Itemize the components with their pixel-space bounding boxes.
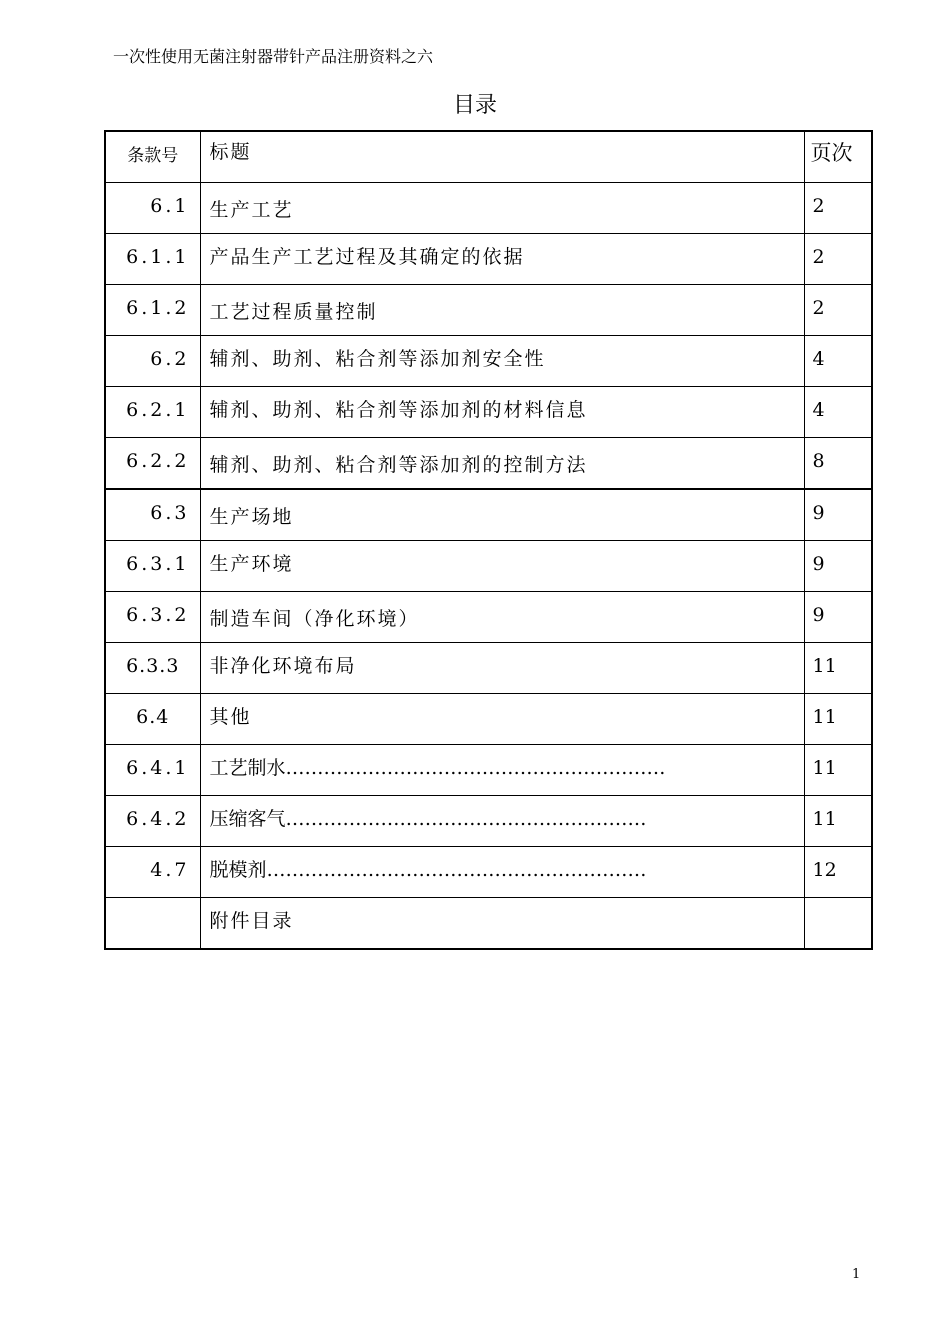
toc-row-page: 2 (804, 183, 872, 234)
toc-row (105, 745, 872, 796)
toc-row-title: 产品生产工艺过程及其确定的依据 (200, 234, 804, 285)
toc-row-number: 6.3.1 (105, 541, 200, 592)
toc-row-title: 制造车间（净化环境） (200, 592, 804, 643)
toc-row-page (804, 898, 872, 950)
toc-row-number: 6.2 (105, 336, 200, 387)
toc-row-number: 6.2.2 (105, 438, 200, 490)
toc-row-title: 生产场地 (200, 489, 804, 541)
toc-row (105, 336, 872, 387)
toc-table (104, 130, 873, 950)
toc-row-page: 12 (804, 847, 872, 898)
page-title: 目录 (452, 93, 497, 118)
toc-row (105, 489, 872, 541)
toc-row-number: 6.1.1 (105, 234, 200, 285)
toc-row-number: 6.4 (105, 694, 200, 745)
toc-row-page: 4 (804, 336, 872, 387)
toc-row-page: 8 (804, 438, 872, 490)
page-number: 1 (852, 1267, 861, 1282)
toc-row-title: 非净化环境布局 (200, 643, 804, 694)
document-header: 一次性使用无菌注射器带针产品注册资料之六 (113, 47, 434, 66)
toc-row (105, 387, 872, 438)
toc-row-page: 9 (804, 541, 872, 592)
toc-row-title: 工艺制水…………………………………………………… (200, 745, 804, 796)
toc-row-title: 脱模剂…………………………………………………… (200, 847, 804, 898)
toc-row (105, 592, 872, 643)
toc-row-number (105, 898, 200, 950)
toc-row (105, 438, 872, 490)
toc-row-page: 9 (804, 489, 872, 541)
toc-row (105, 183, 872, 234)
toc-row (105, 796, 872, 847)
toc-row-title: 压缩客气………………………………………………… (200, 796, 804, 847)
toc-row-page: 11 (804, 643, 872, 694)
toc-row-number: 6.3.2 (105, 592, 200, 643)
toc-row-page: 4 (804, 387, 872, 438)
column-header-title: 标题 (200, 131, 804, 183)
toc-row (105, 285, 872, 336)
toc-row-title: 其他 (200, 694, 804, 745)
toc-row-title: 辅剂、助剂、粘合剂等添加剂安全性 (200, 336, 804, 387)
column-header-page: 页次 (804, 131, 872, 183)
toc-header-row (105, 131, 872, 183)
toc-row-page: 2 (804, 234, 872, 285)
toc-row-title: 生产工艺 (200, 183, 804, 234)
toc-row-page: 11 (804, 796, 872, 847)
column-header-number: 条款号 (105, 131, 200, 183)
toc-row-number: 6.3 (105, 489, 200, 541)
toc-row-number: 6.3.3 (105, 643, 200, 694)
toc-row-title: 附件目录 (200, 898, 804, 950)
toc-row (105, 541, 872, 592)
toc-row-page: 9 (804, 592, 872, 643)
toc-row (105, 234, 872, 285)
toc-row-title: 辅剂、助剂、粘合剂等添加剂的材料信息 (200, 387, 804, 438)
toc-row-number: 6.1 (105, 183, 200, 234)
toc-row-page: 11 (804, 694, 872, 745)
toc-row (105, 643, 872, 694)
toc-row-number: 6.4.1 (105, 745, 200, 796)
toc-row-title: 生产环境 (200, 541, 804, 592)
toc-row-number: 4.7 (105, 847, 200, 898)
toc-row-page: 11 (804, 745, 872, 796)
toc-row-title: 辅剂、助剂、粘合剂等添加剂的控制方法 (200, 438, 804, 490)
toc-row-title: 工艺过程质量控制 (200, 285, 804, 336)
toc-row-page: 2 (804, 285, 872, 336)
toc-row (105, 847, 872, 898)
toc-row-number: 6.1.2 (105, 285, 200, 336)
toc-row (105, 694, 872, 745)
toc-row (105, 898, 872, 950)
toc-row-number: 6.4.2 (105, 796, 200, 847)
toc-row-number: 6.2.1 (105, 387, 200, 438)
